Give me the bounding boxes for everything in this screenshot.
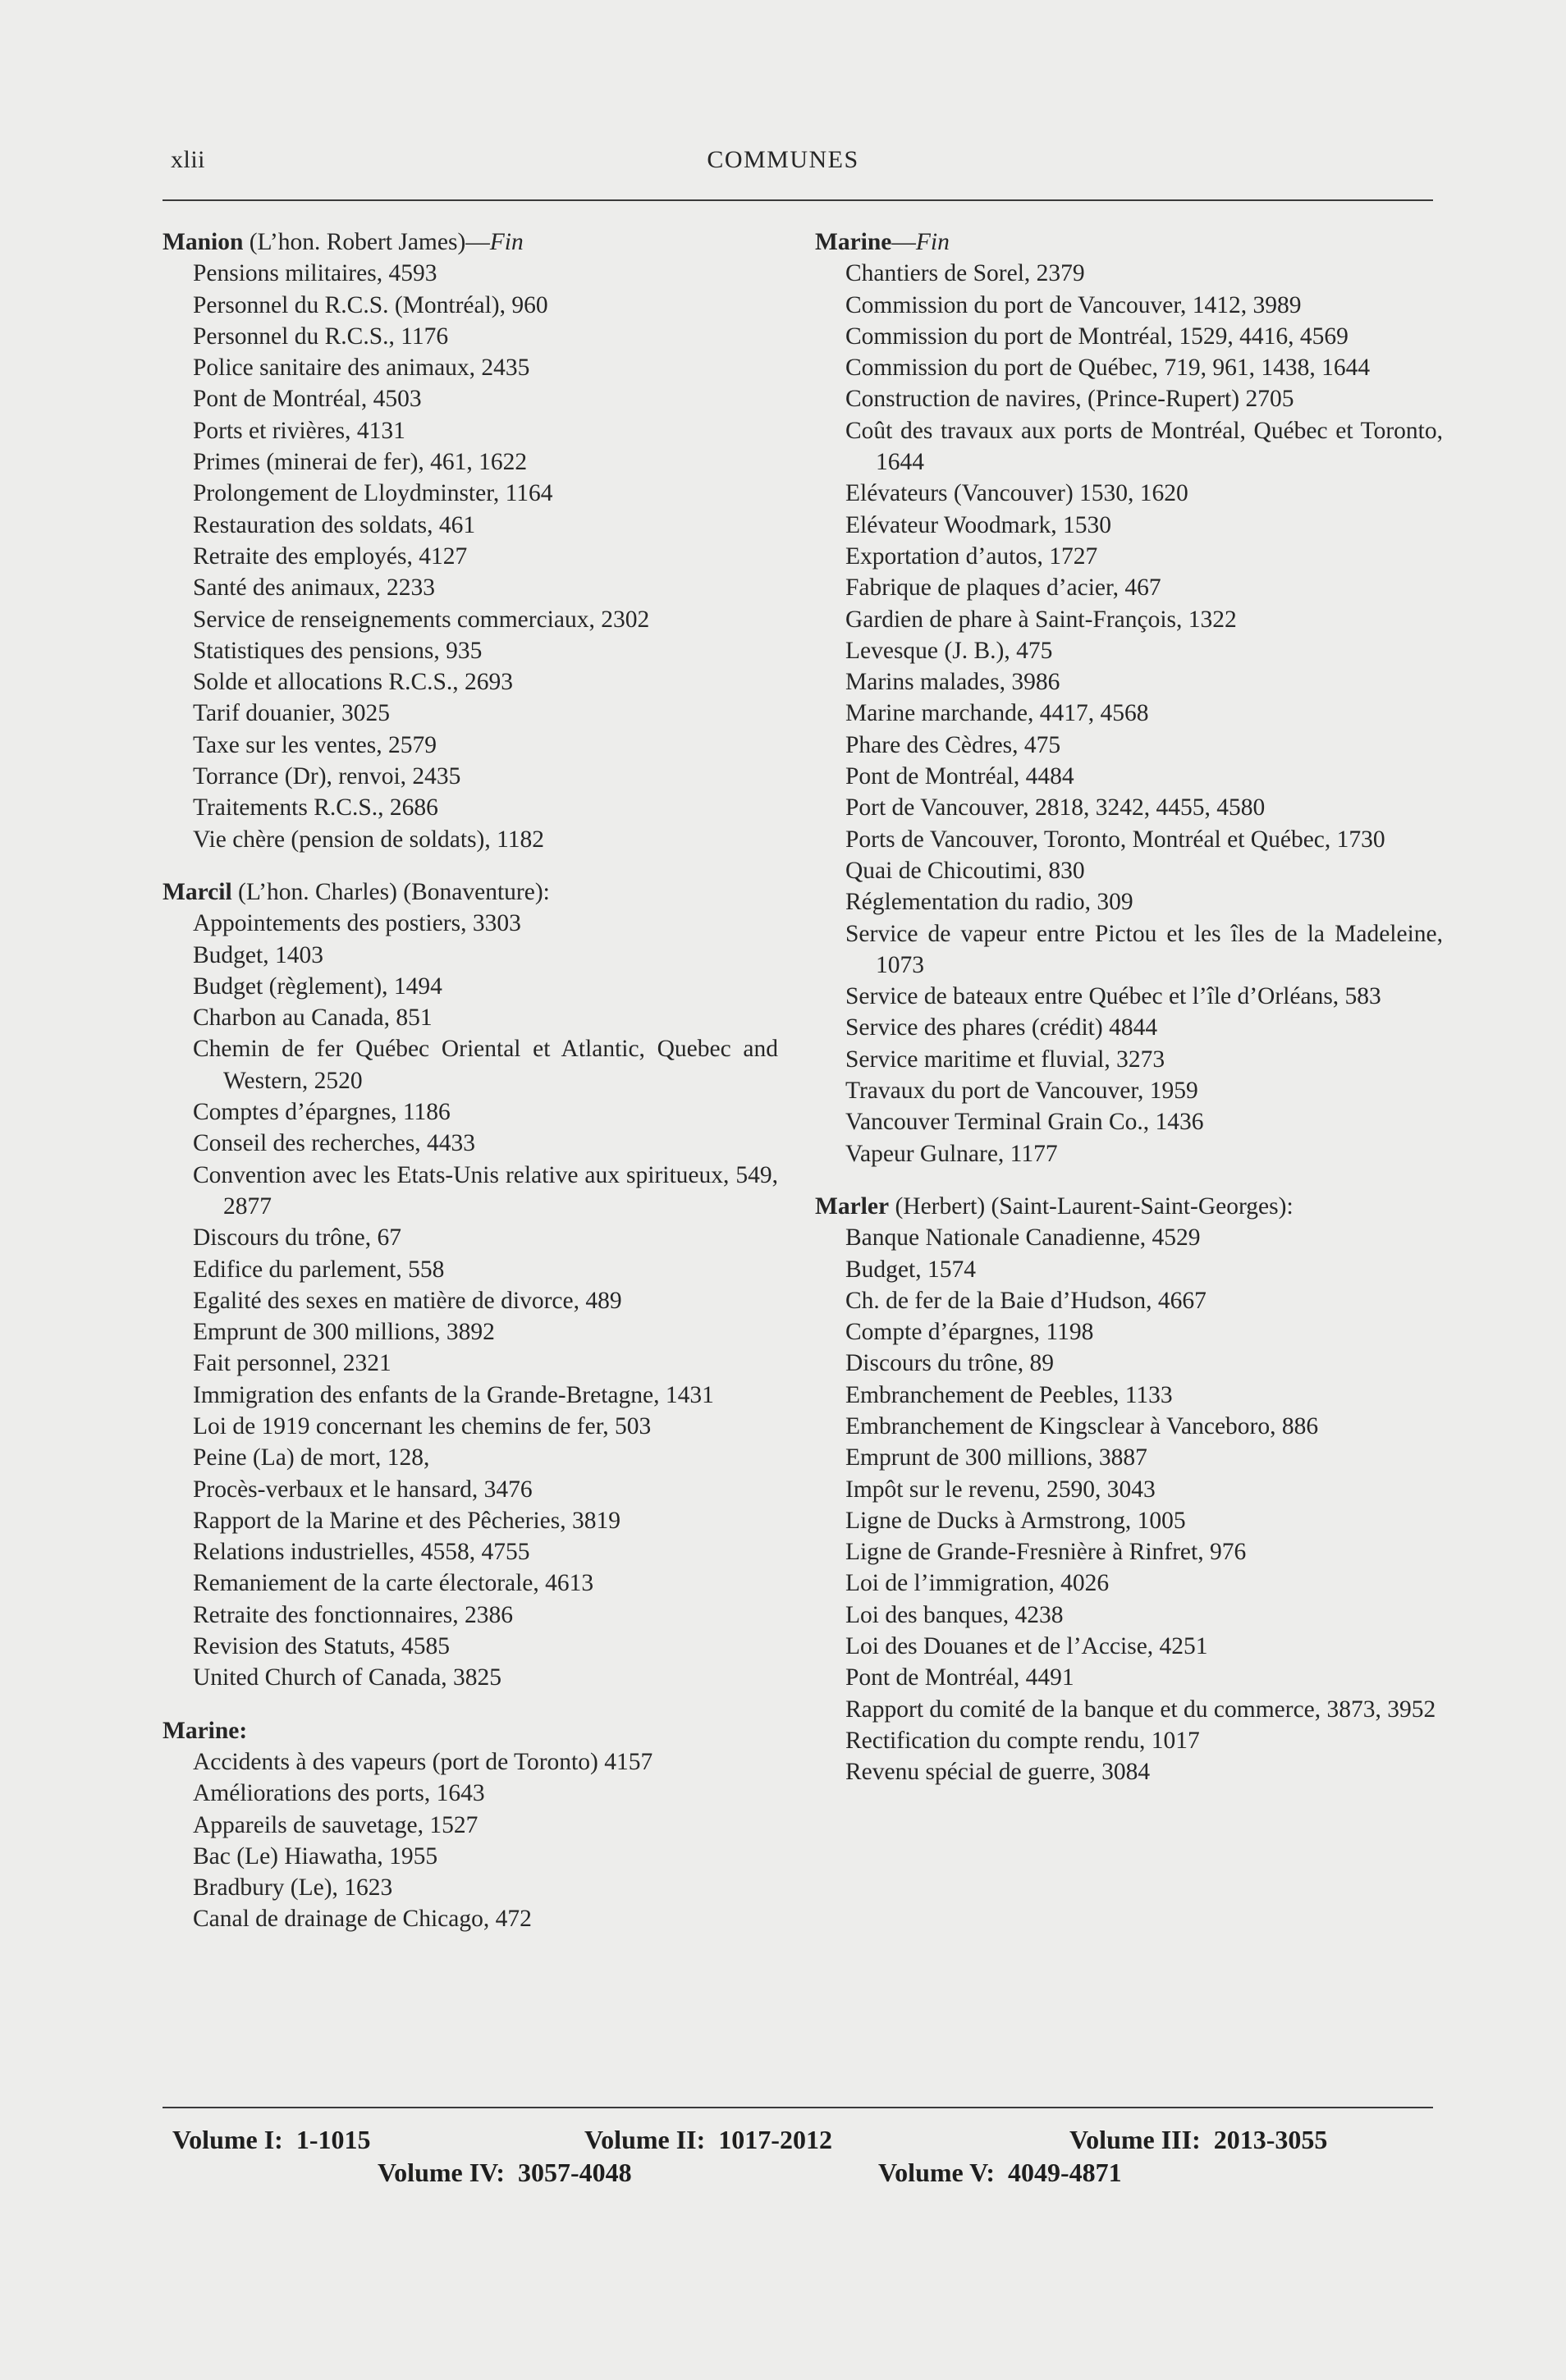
index-subentry: Vapeur Gulnare, 1177 — [845, 1140, 1058, 1167]
index-subentry: Taxe sur les ventes, 2579 — [193, 731, 437, 758]
page-number: xlii — [171, 146, 206, 173]
index-subentry: Ligne de Grande-Fresnière à Rinfret, 976 — [845, 1539, 1247, 1566]
index-subentry: Vie chère (pension de soldats), 1182 — [193, 826, 545, 853]
index-subentry: Statistiques des pensions, 935 — [193, 637, 483, 664]
index-subentry: Egalité des sexes en matière de divorce, 489 — [193, 1287, 622, 1314]
index-subentry: Loi de l’immigration, 4026 — [845, 1570, 1110, 1597]
index-subentry: Loi de 1919 concernant les chemins de fer, 503 — [193, 1412, 652, 1439]
volume-3-label: Volume III: — [1069, 2125, 1201, 2154]
index-subentry: United Church of Canada, 3825 — [193, 1664, 502, 1691]
top-rule — [163, 199, 1433, 201]
entry-qualifier: (L’hon. Robert James)— — [243, 229, 490, 255]
index-entry — [815, 1191, 1443, 1788]
right-column — [815, 227, 1443, 1810]
index-subentry: Travaux du port de Vancouver, 1959 — [845, 1078, 1198, 1105]
index-subentry: Budget, 1574 — [845, 1256, 976, 1283]
index-subentry: Commission du port de Québec, 719, 961, 1438, 1644 — [845, 355, 1371, 382]
index-subentry: Elévateur Woodmark, 1530 — [845, 511, 1111, 538]
index-subentry: Revenu spécial de guerre, 3084 — [845, 1759, 1151, 1786]
index-subentry: Rectification du compte rendu, 1017 — [845, 1727, 1200, 1754]
index-subentry: Police sanitaire des animaux, 2435 — [193, 355, 530, 382]
entry-name: Marine: — [163, 1717, 248, 1744]
entry-heading — [815, 227, 1443, 258]
volume-4-entry — [378, 2158, 632, 2188]
index-subentry: Pont de Montréal, 4503 — [193, 386, 422, 413]
index-subentry: Embranchement de Kingsclear à Vanceboro, 886 — [845, 1412, 1319, 1439]
entry-qualifier: — — [891, 229, 916, 255]
index-subentry: Ligne de Ducks à Armstrong, 1005 — [845, 1507, 1186, 1534]
volume-2-entry — [584, 2125, 832, 2155]
index-subentry: Appareils de sauvetage, 1527 — [193, 1811, 478, 1838]
index-entry — [163, 1715, 778, 1935]
volume-5-entry — [878, 2158, 1122, 2188]
index-subentry: Embranchement de Peebles, 1133 — [845, 1381, 1173, 1408]
index-subentry: Canal de drainage de Chicago, 472 — [193, 1906, 532, 1933]
index-subentry: Elévateurs (Vancouver) 1530, 1620 — [845, 480, 1188, 507]
index-subentry: Prolongement de Lloydminster, 1164 — [193, 480, 553, 507]
index-subentry: Chantiers de Sorel, 2379 — [845, 260, 1085, 287]
entry-name: Marine — [815, 229, 892, 255]
index-entry — [163, 227, 778, 855]
index-subentry: Conseil des recherches, 4433 — [193, 1130, 476, 1157]
index-subentry: Pont de Montréal, 4491 — [845, 1664, 1074, 1691]
entry-heading — [163, 1715, 778, 1746]
index-subentry: Procès-verbaux et le hansard, 3476 — [193, 1476, 533, 1503]
index-subentry: Rapport de la Marine et des Pêcheries, 3819 — [193, 1507, 621, 1534]
entry-continuation-marker: Fin — [489, 229, 524, 255]
index-subentry: Charbon au Canada, 851 — [193, 1005, 433, 1032]
entry-heading — [163, 227, 778, 258]
index-subentry: Discours du trône, 89 — [845, 1350, 1054, 1377]
entry-name: Manion — [163, 229, 244, 255]
index-subentry: Fabrique de plaques d’acier, 467 — [845, 574, 1161, 602]
index-subentry: Fait personnel, 2321 — [193, 1350, 392, 1377]
index-subentry: Pont de Montréal, 4484 — [845, 763, 1074, 790]
volume-1-label: Volume I: — [172, 2125, 283, 2154]
index-subentry: Coût des travaux aux ports de Montréal, Québec et Toronto, 1644 — [845, 417, 1443, 476]
volume-1-entry — [172, 2125, 370, 2155]
volume-3-range: 2013-3055 — [1213, 2125, 1328, 2154]
index-subentry: Comptes d’épargnes, 1186 — [193, 1099, 451, 1126]
index-subentry: Marine marchande, 4417, 4568 — [845, 700, 1149, 727]
index-subentry: Bac (Le) Hiawatha, 1955 — [193, 1842, 438, 1870]
bottom-rule — [163, 2107, 1433, 2108]
index-subentry: Accidents à des vapeurs (port de Toronto) 4157 — [193, 1748, 653, 1775]
index-subentry: Loi des banques, 4238 — [845, 1601, 1064, 1628]
index-subentry: Service de renseignements commerciaux, 2302 — [193, 606, 650, 633]
index-subentry: Discours du trône, 67 — [193, 1224, 401, 1252]
index-subentry: Emprunt de 300 millions, 3892 — [193, 1319, 495, 1346]
index-subentry: Peine (La) de mort, 128, — [193, 1444, 430, 1471]
index-subentry: Tarif douanier, 3025 — [193, 700, 391, 727]
index-subentry: Convention avec les Etats-Unis relative aux spiritueux, 549, 2877 — [193, 1161, 778, 1220]
entry-heading — [163, 876, 778, 908]
entry-qualifier: (Herbert) (Saint-Laurent-Saint-Georges): — [889, 1192, 1294, 1220]
index-subentry: Construction de navires, (Prince-Rupert) 2705 — [845, 386, 1294, 413]
index-subentry: Appointements des postiers, 3303 — [193, 910, 521, 937]
left-column — [163, 227, 778, 1957]
index-subentry: Chemin de fer Québec Oriental et Atlantic, Quebec and Western, 2520 — [193, 1036, 778, 1094]
volume-5-range: 4049-4871 — [1007, 2158, 1122, 2187]
index-subentry: Personnel du R.C.S. (Montréal), 960 — [193, 291, 548, 318]
index-subentry: Revision des Statuts, 4585 — [193, 1633, 451, 1660]
index-subentry: Loi des Douanes et de l’Accise, 4251 — [845, 1633, 1208, 1660]
index-subentry: Budget (règlement), 1494 — [193, 973, 442, 1000]
index-subentry: Gardien de phare à Saint-François, 1322 — [845, 606, 1237, 633]
index-subentry: Compte d’épargnes, 1198 — [845, 1319, 1094, 1346]
index-subentry: Edifice du parlement, 558 — [193, 1256, 445, 1283]
volume-4-label: Volume IV: — [378, 2158, 505, 2187]
index-subentry: Retraite des fonctionnaires, 2386 — [193, 1601, 513, 1628]
index-subentry: Impôt sur le revenu, 2590, 3043 — [845, 1476, 1156, 1503]
volume-4-range: 3057-4048 — [518, 2158, 632, 2187]
index-subentry: Solde et allocations R.C.S., 2693 — [193, 669, 514, 696]
index-subentry: Ports de Vancouver, Toronto, Montréal et Québec, 1730 — [845, 826, 1385, 853]
index-subentry: Service de vapeur entre Pictou et les îles de la Madeleine, 1073 — [845, 920, 1443, 978]
entry-name: Marcil — [163, 878, 232, 905]
index-subentry: Banque Nationale Canadienne, 4529 — [845, 1224, 1201, 1252]
index-subentry: Vancouver Terminal Grain Co., 1436 — [845, 1109, 1204, 1136]
index-subentry: Traitements R.C.S., 2686 — [193, 794, 438, 822]
index-subentry: Restauration des soldats, 461 — [193, 511, 476, 538]
index-subentry: Service de bateaux entre Québec et l’île d’Orléans, 583 — [845, 983, 1381, 1010]
index-subentry: Immigration des enfants de la Grande-Bretagne, 1431 — [193, 1381, 714, 1408]
volume-2-label: Volume II: — [584, 2125, 706, 2154]
index-subentry: Phare des Cèdres, 475 — [845, 731, 1061, 758]
index-subentry: Réglementation du radio, 309 — [845, 889, 1133, 916]
index-subentry: Levesque (J. B.), 475 — [845, 637, 1053, 664]
index-subentry: Personnel du R.C.S., 1176 — [193, 323, 449, 350]
index-subentry: Pensions militaires, 4593 — [193, 260, 437, 287]
index-subentry: Quai de Chicoutimi, 830 — [845, 857, 1085, 884]
index-entry — [815, 227, 1443, 1169]
index-subentry: Primes (minerai de fer), 461, 1622 — [193, 449, 528, 476]
index-subentry: Port de Vancouver, 2818, 3242, 4455, 4580 — [845, 794, 1266, 822]
entry-heading — [815, 1191, 1443, 1222]
index-subentry: Exportation d’autos, 1727 — [845, 542, 1098, 570]
index-subentry: Commission du port de Vancouver, 1412, 3989 — [845, 291, 1302, 318]
index-subentry: Rapport du comité de la banque et du commerce, 3873, 3952 — [845, 1696, 1436, 1723]
index-subentry: Ch. de fer de la Baie d’Hudson, 4667 — [845, 1287, 1207, 1314]
volume-2-range: 1017-2012 — [718, 2125, 832, 2154]
index-subentry: Remaniement de la carte électorale, 4613 — [193, 1570, 594, 1597]
index-subentry: Service des phares (crédit) 4844 — [845, 1014, 1158, 1041]
entry-qualifier: (L’hon. Charles) (Bonaventure): — [231, 878, 550, 905]
index-subentry: Retraite des employés, 4127 — [193, 542, 468, 570]
index-subentry: Torrance (Dr), renvoi, 2435 — [193, 763, 461, 790]
index-subentry: Ports et rivières, 4131 — [193, 417, 405, 444]
index-subentry: Santé des animaux, 2233 — [193, 574, 435, 602]
entry-name: Marler — [815, 1192, 890, 1220]
index-subentry: Bradbury (Le), 1623 — [193, 1874, 393, 1902]
entry-continuation-marker: Fin — [915, 229, 950, 255]
volume-5-label: Volume V: — [878, 2158, 995, 2187]
index-subentry: Service maritime et fluvial, 3273 — [845, 1046, 1165, 1073]
index-subentry: Budget, 1403 — [193, 941, 323, 968]
volume-1-range: 1-1015 — [295, 2125, 371, 2154]
index-entry — [163, 876, 778, 1694]
volume-3-entry — [1069, 2125, 1327, 2155]
index-subentry: Commission du port de Montréal, 1529, 4416, 4569 — [845, 323, 1348, 350]
index-subentry: Améliorations des ports, 1643 — [193, 1780, 485, 1807]
index-subentry: Emprunt de 300 millions, 3887 — [845, 1444, 1147, 1471]
running-head: COMMUNES — [707, 146, 859, 173]
index-subentry: Relations industrielles, 4558, 4755 — [193, 1539, 530, 1566]
index-subentry: Marins malades, 3986 — [845, 669, 1060, 696]
